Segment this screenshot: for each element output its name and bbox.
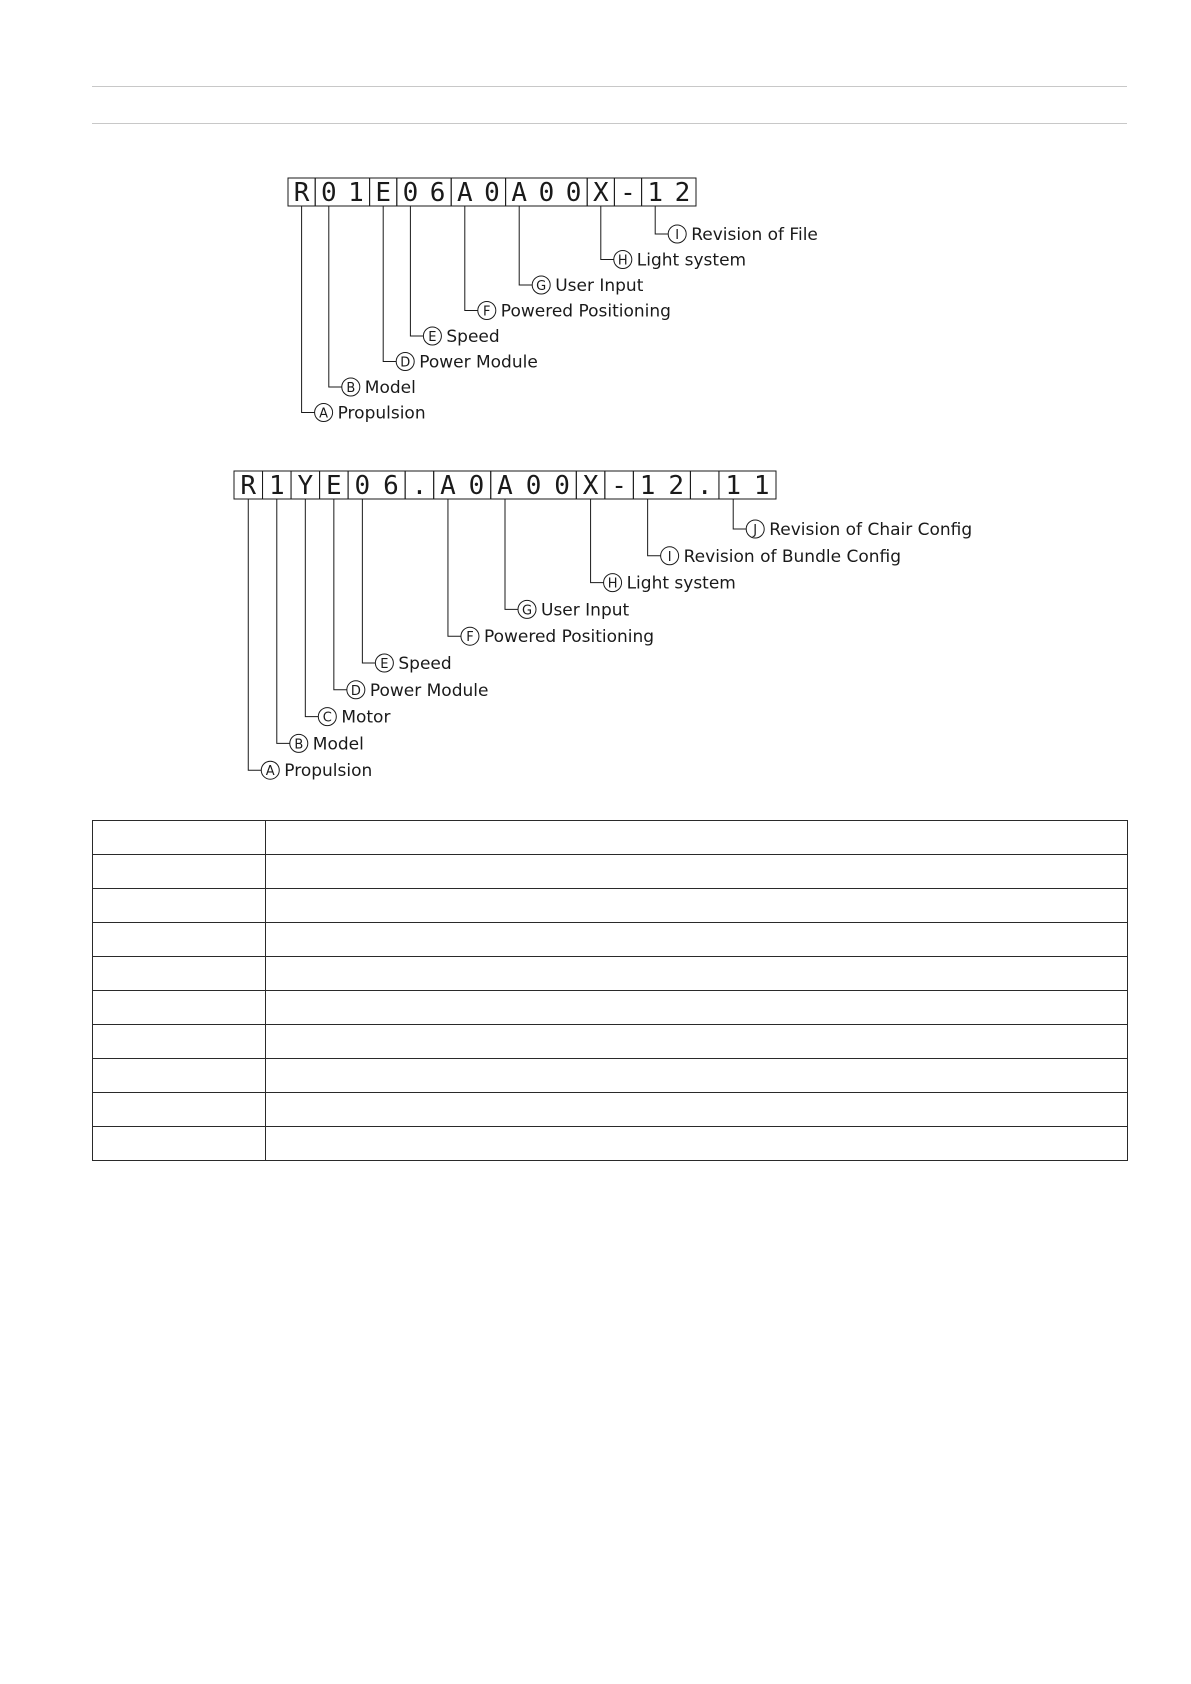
table-key-cell — [93, 821, 266, 855]
code-table — [92, 820, 1128, 1161]
diagram1-code-char: E — [375, 178, 392, 208]
diagram1-code-char: 1 — [647, 178, 664, 208]
diagram1-code-char: 0 — [320, 178, 337, 208]
diagram2-leader-line — [448, 499, 462, 636]
table-key-cell — [93, 855, 266, 889]
diagram1-label-text: Revision of File — [691, 225, 818, 245]
diagram1-leader-line — [655, 206, 669, 234]
diagram1-leader-line — [329, 206, 343, 387]
table-row — [93, 1093, 1128, 1127]
diagram2-label-letter: E — [380, 657, 389, 672]
table-row — [93, 855, 1128, 889]
diagram1-label-text: Powered Positioning — [500, 301, 671, 322]
table-row — [93, 923, 1128, 957]
diagram1-label-letter: F — [483, 304, 491, 320]
diagram1-code-char: 0 — [402, 178, 419, 208]
table-row — [93, 1059, 1128, 1093]
diagram2-label-text: Power Module — [369, 680, 489, 701]
table-value-cell — [266, 821, 1128, 855]
diagram2-label-text: Propulsion — [284, 761, 373, 782]
table-value-cell — [266, 1025, 1128, 1059]
table-value-cell — [266, 1127, 1128, 1161]
diagram2-code-char: 0 — [468, 471, 485, 501]
table-row — [93, 889, 1128, 923]
table-row — [93, 1025, 1128, 1059]
diagram2-label-text: Revision of Chair Config — [769, 520, 973, 540]
table-value-cell — [266, 889, 1128, 923]
diagram1-code-char: 1 — [348, 178, 364, 208]
table-key-cell — [93, 1127, 266, 1161]
table-key-cell — [93, 889, 266, 923]
diagram2-label-letter: A — [265, 764, 275, 780]
diagram1-label-letter: E — [428, 330, 437, 345]
diagram2-leader-line — [505, 499, 519, 609]
diagram2-code-char: 0 — [525, 471, 542, 501]
diagram1-label-letter: I — [675, 228, 680, 243]
diagram2-label-letter: H — [607, 576, 618, 592]
diagram1-label-letter: D — [400, 355, 411, 371]
table-row — [93, 957, 1128, 991]
table-key-cell — [93, 923, 266, 957]
diagram1-label-letter: A — [319, 406, 329, 422]
diagram2-code-char: Y — [297, 471, 314, 501]
diagram1-code-char: A — [456, 178, 473, 208]
diagram1-code-char: 0 — [484, 178, 500, 208]
diagram2-code-char: 1 — [753, 471, 770, 501]
diagram2-label-text: Powered Positioning — [483, 627, 655, 648]
diagram1-code-char: 0 — [565, 178, 582, 208]
diagram2-code-char: - — [611, 471, 627, 501]
diagram1-label-letter: H — [617, 253, 628, 269]
diagram2-leader-line — [248, 499, 262, 770]
diagram1-code-char: R — [293, 178, 310, 208]
diagram1-leader-line — [465, 206, 479, 311]
diagram2-leader-line — [733, 499, 747, 529]
diagram1-leader-line — [519, 206, 533, 285]
table-row — [93, 1127, 1128, 1161]
diagram2-leader-line — [591, 499, 605, 583]
diagram2-label-text: User Input — [541, 600, 630, 621]
diagram2-label-letter: F — [466, 630, 474, 646]
table-value-cell — [266, 923, 1128, 957]
diagram2-code-char: . — [696, 471, 713, 501]
table-key-cell — [93, 991, 266, 1025]
diagram2-code-char: A — [497, 471, 513, 501]
diagram2-label-letter: J — [753, 523, 758, 538]
diagram2-leader-line — [334, 499, 348, 690]
diagram2-code-char: X — [582, 471, 599, 501]
diagram2-leader-line — [277, 499, 291, 743]
diagram2-code-char: 0 — [354, 471, 371, 501]
diagram2-label-letter: D — [350, 683, 361, 699]
diagram1-code-char: 2 — [674, 178, 691, 208]
table-row — [93, 821, 1128, 855]
code-diagrams — [0, 0, 1191, 800]
table-value-cell — [266, 1059, 1128, 1093]
diagram1-label-text: Propulsion — [337, 403, 426, 424]
diagram2-label-text: Light system — [626, 573, 736, 594]
table-key-cell — [93, 1093, 266, 1127]
table-key-cell — [93, 957, 266, 991]
diagram1-code-char: - — [620, 178, 636, 208]
table-value-cell — [266, 957, 1128, 991]
diagram2-leader-line — [648, 499, 662, 556]
diagram1-label-text: User Input — [555, 276, 644, 296]
diagram2-label-text: Motor — [341, 707, 391, 728]
diagram2-leader-line — [305, 499, 319, 717]
diagram2-code-char: E — [326, 471, 342, 501]
diagram2-label-letter: I — [667, 549, 672, 565]
diagram1-label-letter: B — [346, 381, 356, 396]
diagram1-leader-line — [601, 206, 615, 260]
diagram1-code-char: A — [511, 178, 528, 208]
table-value-cell — [266, 991, 1128, 1025]
diagram2-code-char: R — [240, 471, 257, 501]
diagram2-code-char: A — [440, 471, 456, 501]
table-value-cell — [266, 855, 1128, 889]
table-key-cell — [93, 1025, 266, 1059]
diagram2-code-char: 2 — [668, 471, 684, 501]
diagram1-label-text: Speed — [446, 327, 500, 347]
diagram1-leader-line — [383, 206, 397, 362]
diagram1-leader-line — [410, 206, 424, 336]
table-row — [93, 991, 1128, 1025]
diagram2-code-char: 0 — [554, 471, 570, 501]
diagram2-code-char: 6 — [383, 471, 399, 501]
diagram2-label-letter: B — [294, 737, 304, 753]
diagram1-label-text: Light system — [636, 250, 747, 271]
diagram2-code-char: 1 — [639, 471, 656, 501]
diagram1-code-char: 0 — [538, 178, 555, 208]
table-value-cell — [266, 1093, 1128, 1127]
diagram2-label-text: Model — [312, 734, 364, 755]
diagram1-label-text: Model — [364, 378, 416, 398]
diagram2-label-letter: G — [521, 603, 533, 619]
diagram2-code-char: . — [411, 471, 428, 501]
diagram1-leader-line — [302, 206, 316, 413]
diagram2-code-char: 1 — [725, 471, 742, 501]
diagram1-code-char: 6 — [429, 178, 446, 208]
diagram1-code-char: X — [592, 178, 609, 208]
diagram2-label-letter: C — [322, 710, 332, 726]
diagram2-leader-line — [362, 499, 376, 663]
diagram2-label-text: Revision of Bundle Config — [683, 546, 902, 567]
diagram2-code-char: 1 — [268, 471, 285, 501]
diagram2-label-text: Speed — [398, 654, 452, 674]
table-key-cell — [93, 1059, 266, 1093]
diagram1-label-letter: G — [536, 279, 547, 294]
diagram1-label-text: Power Module — [419, 352, 538, 373]
